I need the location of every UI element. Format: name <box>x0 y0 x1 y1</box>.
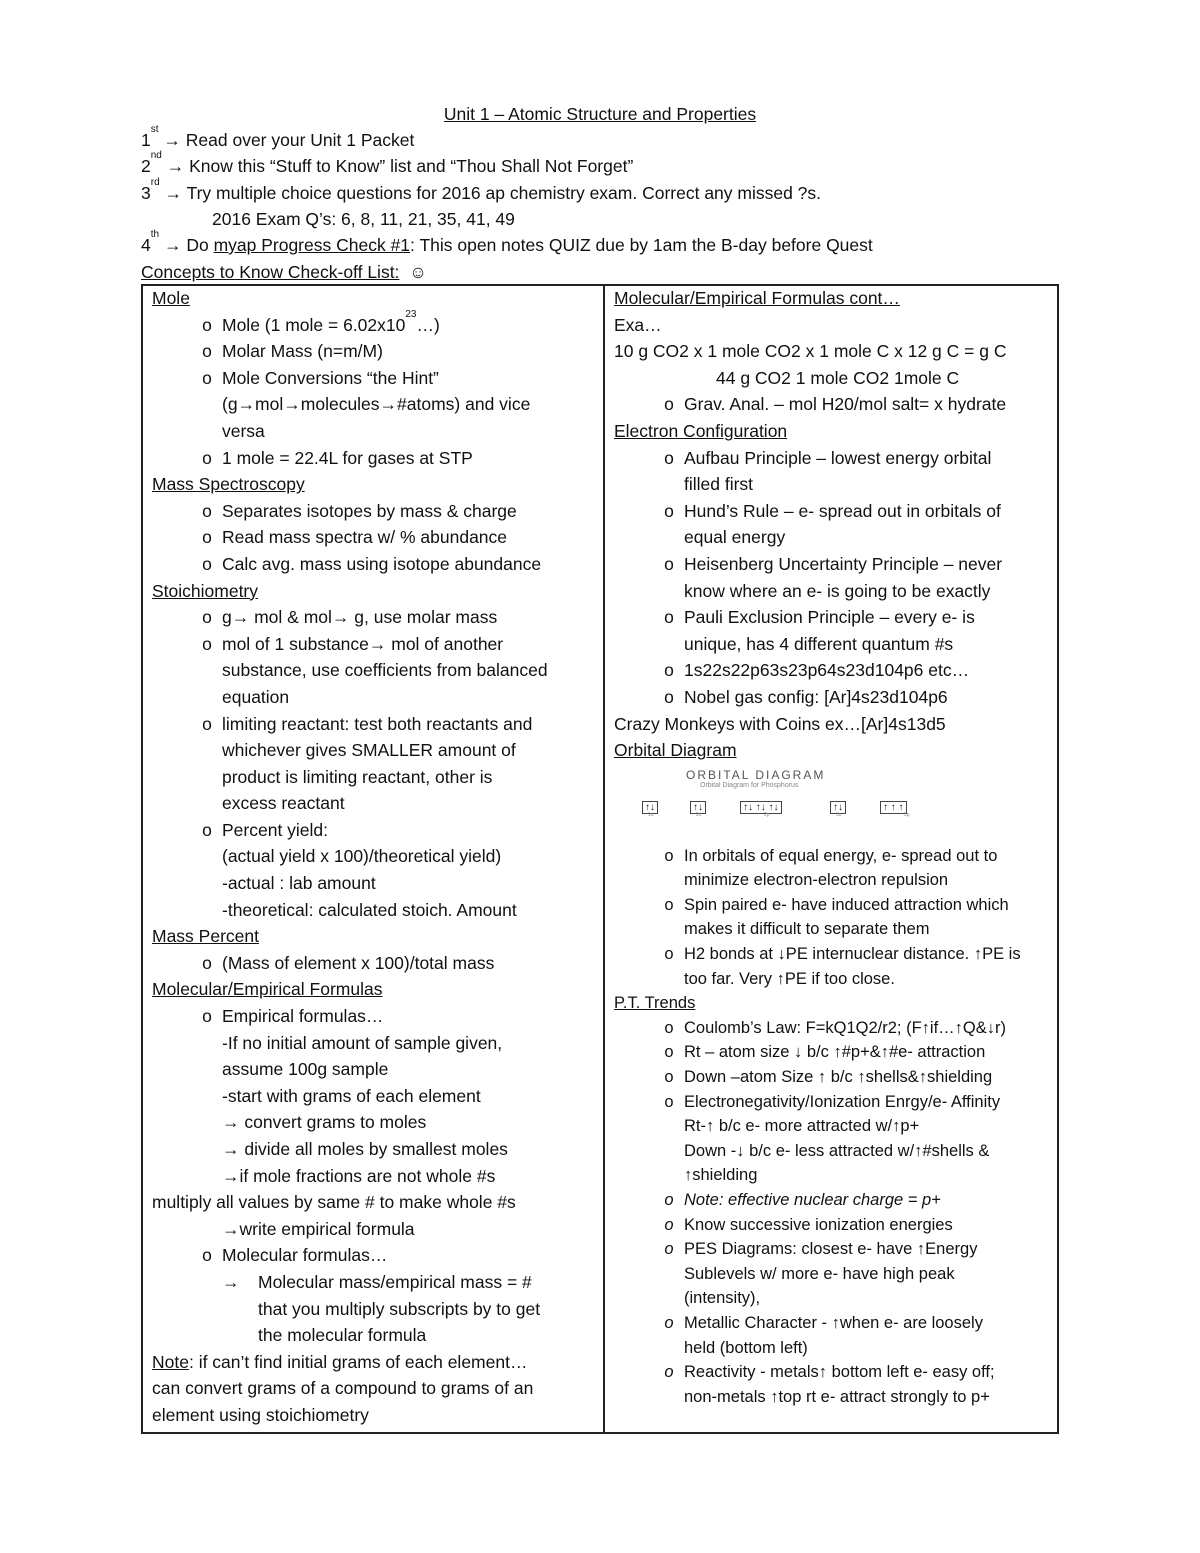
list-item-continued: → convert grams to moles <box>222 1112 427 1133</box>
list-item: → Molecular mass/empirical mass = # <box>152 1269 597 1296</box>
list-item: o Separates isotopes by mass & charge <box>202 500 517 521</box>
list-item-continued: (intensity), <box>684 1289 761 1308</box>
list-item: o Molecular formulas… <box>202 1245 388 1266</box>
right-column <box>614 285 1054 1409</box>
step-1: 1st → Read over your Unit 1 Packet <box>141 124 415 150</box>
list-item: o Aufbau Principle – lowest energy orbital <box>664 447 992 468</box>
mass-spectroscopy-heading: Mass Spectroscopy <box>152 474 305 495</box>
list-item-continued: excess reactant <box>222 793 345 814</box>
orbital-diagram-heading: Orbital Diagram <box>614 740 737 761</box>
mole-heading: Mole <box>152 288 190 308</box>
list-item-continued: product is limiting reactant, other is <box>222 766 493 787</box>
calc-denominator: 44 g CO2 1 mole CO2 1mole C <box>716 367 960 388</box>
list-item: o Spin paired e- have induced attraction which <box>664 895 1009 914</box>
list-item-continued: that you multiply subscripts by to get <box>258 1298 541 1319</box>
list-item: o Grav. Anal. – mol H20/mol salt= x hydrate <box>664 394 1007 415</box>
list-item-continued: too far. Very ↑PE if too close. <box>684 969 895 988</box>
list-item-continued: makes it difficult to separate them <box>684 920 930 939</box>
orbital-box-3s: ↑↓ <box>830 794 848 815</box>
list-item-continued: (g→mol→molecules→#atoms) and vice <box>222 394 531 415</box>
list-item: o Down –atom Size ↑ b/c ↑shells&↑shielding <box>664 1068 993 1087</box>
orbital-box-2p: ↑↓ ↑↓ ↑↓ <box>740 794 784 815</box>
orbital-image-subtitle: Orbital Diagram for Phosphorus <box>700 781 799 789</box>
list-item-continued: →if mole fractions are not whole #s <box>222 1165 496 1186</box>
orbital-image-title: ORBITAL DIAGRAM <box>686 767 826 782</box>
orbital-box-1s: ↑↓ <box>642 794 660 815</box>
list-item-continued: multiply all values by same # to make whole #s <box>152 1192 516 1213</box>
list-item: o 1s22s22p63s23p64s23d104p6 etc… <box>664 660 970 681</box>
table-right-border <box>1057 284 1059 1434</box>
list-item: o Calc avg. mass using isotope abundance <box>202 553 542 574</box>
list-item-continued: equal energy <box>684 527 786 548</box>
list-item-continued: -actual : lab amount <box>222 873 376 894</box>
list-item: o Reactivity - metals↑ bottom left e- easy off; <box>664 1363 995 1382</box>
list-item-continued: unique, has 4 different quantum #s <box>684 633 954 654</box>
orbital-label: 3p <box>904 811 910 818</box>
list-item-continued: Sublevels w/ more e- have high peak <box>684 1264 955 1283</box>
list-item: o H2 bonds at ↓PE internuclear distance. ↑PE is <box>664 945 1021 964</box>
arrow-icon: → <box>164 183 183 203</box>
crazy-monkeys-line: Crazy Monkeys with Coins ex…[Ar]4s13d5 <box>614 713 946 734</box>
list-item-continued: the molecular formula <box>258 1325 427 1346</box>
molecular-empirical-cont-heading: Molecular/Empirical Formulas cont… <box>614 288 900 308</box>
list-item-continued: held (bottom left) <box>684 1338 808 1357</box>
list-item: o Pauli Exclusion Principle – every e- is <box>664 607 975 628</box>
list-item: o Molar Mass (n=m/M) <box>202 341 383 362</box>
list-item-continued: filled first <box>684 474 754 495</box>
list-item-continued: assume 100g sample <box>222 1059 389 1080</box>
orbital-box-3p: ↑ ↑ ↑ <box>880 794 909 815</box>
orbital-label: 3s <box>836 811 842 818</box>
molecular-empirical-heading: Molecular/Empirical Formulas <box>152 979 383 1000</box>
list-item-continued: (actual yield x 100)/theoretical yield) <box>222 846 502 867</box>
list-item: o Know successive ionization energies <box>664 1215 953 1234</box>
step-3: 3rd → Try multiple choice questions for 2016 ap chemistry exam. Correct any missed ?s. <box>141 177 822 203</box>
list-item-continued: Rt-↑ b/c e- more attracted w/↑p+ <box>684 1117 920 1136</box>
table-bottom-border <box>141 1432 1059 1434</box>
orbital-label: 1s <box>648 811 654 818</box>
arrow-icon: → <box>166 156 185 176</box>
stoichiometry-heading: Stoichiometry <box>152 580 259 601</box>
list-item-continued: -theoretical: calculated stoich. Amount <box>222 899 517 920</box>
exam-questions: 2016 Exam Q’s: 6, 8, 11, 21, 35, 41, 49 <box>212 209 515 229</box>
example-label: Exa… <box>614 314 662 335</box>
mass-percent-heading: Mass Percent <box>152 926 259 947</box>
arrow-icon: → <box>163 235 182 255</box>
note-line: element using stoichiometry <box>152 1404 369 1425</box>
list-item: o Empirical formulas… <box>202 1006 384 1027</box>
list-item: o Note: effective nuclear charge = p+ <box>664 1191 941 1209</box>
orbital-diagram-image <box>614 764 1054 844</box>
smiley-icon: ☺ <box>409 262 428 282</box>
calc-line: 10 g CO2 x 1 mole CO2 x 1 mole C x 12 g C = g C <box>614 341 1007 362</box>
list-item: o Mole (1 mole = $6.02x10^{23}\dots$) <box>202 308 440 335</box>
list-item: o In orbitals of equal energy, e- spread out to <box>664 846 998 865</box>
list-item: o g→ mol & mol→ g, use molar mass <box>202 607 498 628</box>
orbital-label: 2s <box>696 811 702 818</box>
list-item-continued: Down -↓ b/c e- less attracted w/↑#shells & <box>684 1141 990 1160</box>
list-item: o Mole Conversions “the Hint” <box>202 367 439 388</box>
progress-check-link[interactable]: myap Progress Check #1 <box>213 235 411 255</box>
list-item: o 1 mole = 22.4L for gases at STP <box>202 447 473 468</box>
list-item-continued: substance, use coefficients from balanced <box>222 660 548 681</box>
list-item-continued: minimize electron-electron repulsion <box>684 871 949 890</box>
list-item: o Rt – atom size ↓ b/c ↑#p+&↑#e- attraction <box>664 1043 986 1062</box>
list-item-continued: ↑shielding <box>684 1166 758 1185</box>
list-item: o limiting reactant: test both reactants and <box>202 713 533 734</box>
list-item: o Read mass spectra w/ % abundance <box>202 527 508 548</box>
list-item-continued: → divide all moles by smallest moles <box>222 1139 508 1159</box>
note-line: can convert grams of a compound to grams of an <box>152 1378 534 1399</box>
step-4: 4th → Do myap Progress Check #1: This open notes QUIZ due by 1am the B-day before Quest <box>141 229 873 255</box>
list-item: o Heisenberg Uncertainty Principle – never <box>664 553 1003 574</box>
list-item: o Percent yield: <box>202 819 329 840</box>
note-line: Note: if can’t find initial grams of each element… <box>152 1351 528 1372</box>
list-item: o Metallic Character - ↑when e- are loosely <box>664 1313 983 1332</box>
checklist-heading: Concepts to Know Check-off List: ☺ <box>141 262 428 282</box>
orbital-label: 2p <box>764 811 770 818</box>
list-item: o Electronegativity/Ionization Enrgy/e- Affinity <box>664 1092 1001 1111</box>
step-2: 2nd → Know this “Stuff to Know” list and “Thou Shall Not Forget” <box>141 150 634 176</box>
electron-configuration-heading: Electron Configuration <box>614 420 788 441</box>
page-title: Unit 1 – Atomic Structure and Properties <box>443 104 757 124</box>
table-divider <box>603 284 605 1434</box>
arrow-icon: → <box>163 130 181 150</box>
list-item: o Coulomb’s Law: F=kQ1Q2/r2; (F↑if…↑Q&↓r) <box>664 1018 1006 1037</box>
list-item-continued: -start with grams of each element <box>222 1085 481 1106</box>
list-item: o (Mass of element x 100)/total mass <box>202 952 495 973</box>
list-item: o PES Diagrams: closest e- have ↑Energy <box>664 1240 978 1259</box>
list-item-continued: non-metals ↑top rt e- attract strongly to p+ <box>684 1387 990 1406</box>
list-item-continued: whichever gives SMALLER amount of <box>222 740 516 761</box>
list-item-continued: -If no initial amount of sample given, <box>222 1032 503 1053</box>
list-item-continued: know where an e- is going to be exactly <box>684 580 991 601</box>
list-item-continued: versa <box>222 420 265 441</box>
list-item: o mol of 1 substance→ mol of another <box>202 633 504 654</box>
list-item: o Hund’s Rule – e- spread out in orbitals of <box>664 500 1001 521</box>
arrow-icon: → <box>222 1271 240 1292</box>
table-left-border <box>141 284 143 1434</box>
list-item: o Nobel gas config: [Ar]4s23d104p6 <box>664 686 948 707</box>
orbital-box-2s: ↑↓ <box>690 794 708 815</box>
left-column <box>152 285 597 1429</box>
pt-trends-heading: P.T. Trends <box>614 994 696 1013</box>
list-item-continued: equation <box>222 686 290 707</box>
list-item-continued: →write empirical formula <box>222 1218 415 1239</box>
